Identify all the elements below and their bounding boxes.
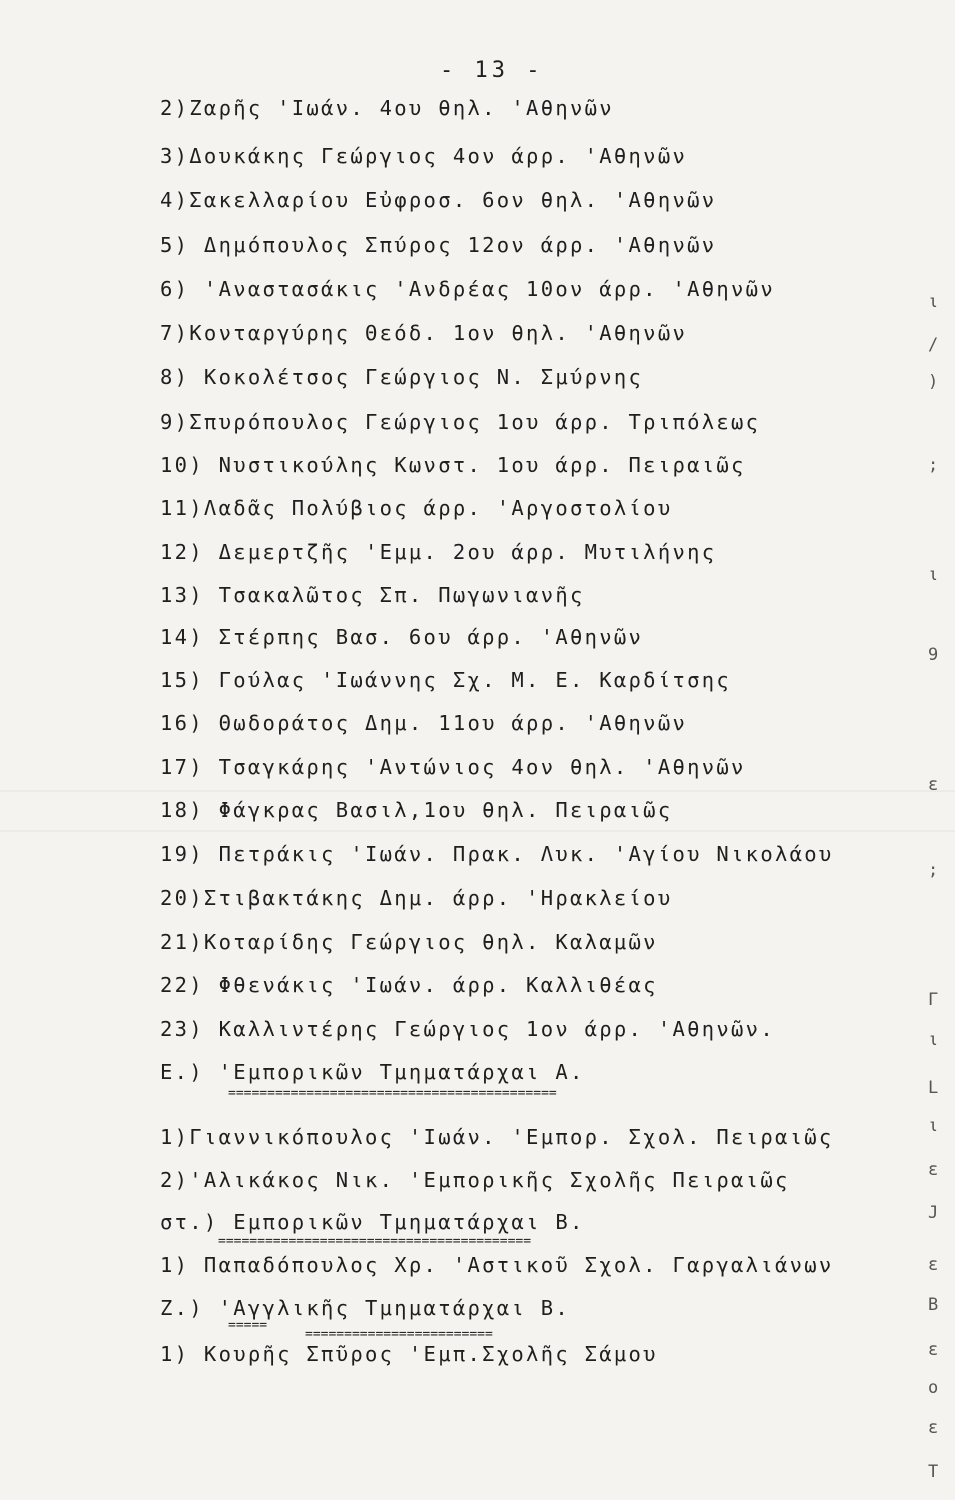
list-item: 20)Στιβακτάκης Δημ. άρρ. 'Ηρακλείου: [160, 886, 673, 910]
list-item: 6) 'Αναστασάκις 'Ανδρέας 10ον άρρ. 'Αθηνῶν: [160, 277, 775, 301]
margin-fragment: /: [928, 335, 939, 355]
section-heading: στ.) Εμπορικῶν Τμηματάρχαι Β.: [160, 1210, 585, 1234]
heading-underline: ========================: [305, 1327, 493, 1342]
list-item: 2)'Αλικάκος Νικ. 'Εμπορικῆς Σχολῆς Πειραιῶς: [160, 1168, 790, 1192]
list-item: 17) Τσαγκάρης 'Αντώνιος 4ον θηλ. 'Αθηνῶν: [160, 755, 746, 779]
list-item: 12) Δεμερτζῆς 'Εμμ. 2ου άρρ. Μυτιλήνης: [160, 540, 717, 564]
heading-underline: ==========================================: [228, 1086, 557, 1101]
margin-fragment: ε: [928, 1255, 939, 1275]
list-item: 7)Κονταργύρης Θεόδ. 1ον θηλ. 'Αθηνῶν: [160, 321, 688, 345]
list-item: 23) Καλλιντέρης Γεώργιος 1ον άρρ. 'Αθηνῶν.: [160, 1017, 775, 1041]
list-item: 9)Σπυρόπουλος Γεώργιος 1ου άρρ. Τριπόλεως: [160, 410, 761, 434]
margin-fragment: ;: [928, 455, 939, 475]
margin-fragment: L: [928, 1078, 939, 1098]
list-item: 19) Πετράκις 'Ιωάν. Πρακ. Λυκ. 'Αγίου Νικολάου: [160, 842, 834, 866]
margin-fragment: ι: [928, 292, 939, 312]
margin-fragment: ε: [928, 775, 939, 795]
list-item: 21)Κοταρίδης Γεώργιος θηλ. Καλαμῶν: [160, 930, 658, 954]
margin-fragment: 9: [928, 645, 939, 665]
margin-fragment: ι: [928, 1030, 939, 1050]
list-item: 4)Σακελλαρίου Εὐφροσ. 6ον θηλ. 'Αθηνῶν: [160, 188, 717, 212]
list-item: 22) Φθενάκις 'Ιωάν. άρρ. Καλλιθέας: [160, 973, 658, 997]
margin-fragment: ι: [928, 565, 939, 585]
section-heading: Ε.) 'Εμπορικῶν Τμηματάρχαι Α.: [160, 1060, 585, 1084]
list-item: 1) Παπαδόπουλος Χρ. 'Αστικοῦ Σχολ. Γαργαλιάνων: [160, 1253, 834, 1277]
list-item: 14) Στέρπης Βασ. 6ου άρρ. 'Αθηνῶν: [160, 625, 644, 649]
list-item: 3)Δουκάκης Γεώργιος 4ον άρρ. 'Αθηνῶν: [160, 144, 688, 168]
margin-fragment: J: [928, 1203, 939, 1223]
scan-artifact: [0, 790, 955, 792]
heading-underline: ========================================: [218, 1234, 532, 1249]
margin-fragment: ι: [928, 1116, 939, 1136]
margin-fragment: ε: [928, 1340, 939, 1360]
margin-fragment: ): [928, 372, 939, 392]
margin-fragment: ;: [928, 860, 939, 880]
list-item: 2)Ζαρῆς 'Ιωάν. 4ου θηλ. 'Αθηνῶν: [160, 96, 614, 120]
margin-fragment: Τ: [928, 1462, 939, 1482]
scan-artifact: [0, 830, 955, 832]
list-item: 8) Κοκολέτσος Γεώργιος Ν. Σμύρνης: [160, 365, 644, 389]
list-item: 1)Γιαννικόπουλος 'Ιωάν. 'Εμπορ. Σχολ. Πειραιῶς: [160, 1125, 834, 1149]
heading-underline: =====: [228, 1318, 268, 1333]
list-item: 10) Νυστικούλης Κωνστ. 1ου άρρ. Πειραιῶς: [160, 453, 746, 477]
page-number: - 13 -: [440, 58, 544, 83]
margin-fragment: Γ: [928, 990, 939, 1010]
margin-fragment: ο: [928, 1378, 939, 1398]
list-item: 16) Θωδοράτος Δημ. 11ου άρρ. 'Αθηνῶν: [160, 711, 688, 735]
list-item: 1) Κουρῆς Σπῦρος 'Εμπ.Σχολῆς Σάμου: [160, 1342, 658, 1366]
list-item: 18) Φάγκρας Βασιλ,1ου θηλ. Πειραιῶς: [160, 798, 673, 822]
list-item: 15) Γούλας 'Ιωάννης Σχ. Μ. Ε. Καρδίτσης: [160, 668, 732, 692]
list-item: 5) Δημόπουλος Σπύρος 12ον άρρ. 'Αθηνῶν: [160, 233, 717, 257]
list-item: 11)Λαδᾶς Πολύβιος άρρ. 'Αργοστολίου: [160, 496, 673, 520]
margin-fragment: ε: [928, 1418, 939, 1438]
margin-fragment: ε: [928, 1160, 939, 1180]
list-item: 13) Τσακαλῶτος Σπ. Πωγωνιανῆς: [160, 583, 585, 607]
section-heading: Ζ.) 'Αγγλικῆς Τμηματάρχαι Β.: [160, 1296, 570, 1320]
margin-fragment: Β: [928, 1295, 939, 1315]
